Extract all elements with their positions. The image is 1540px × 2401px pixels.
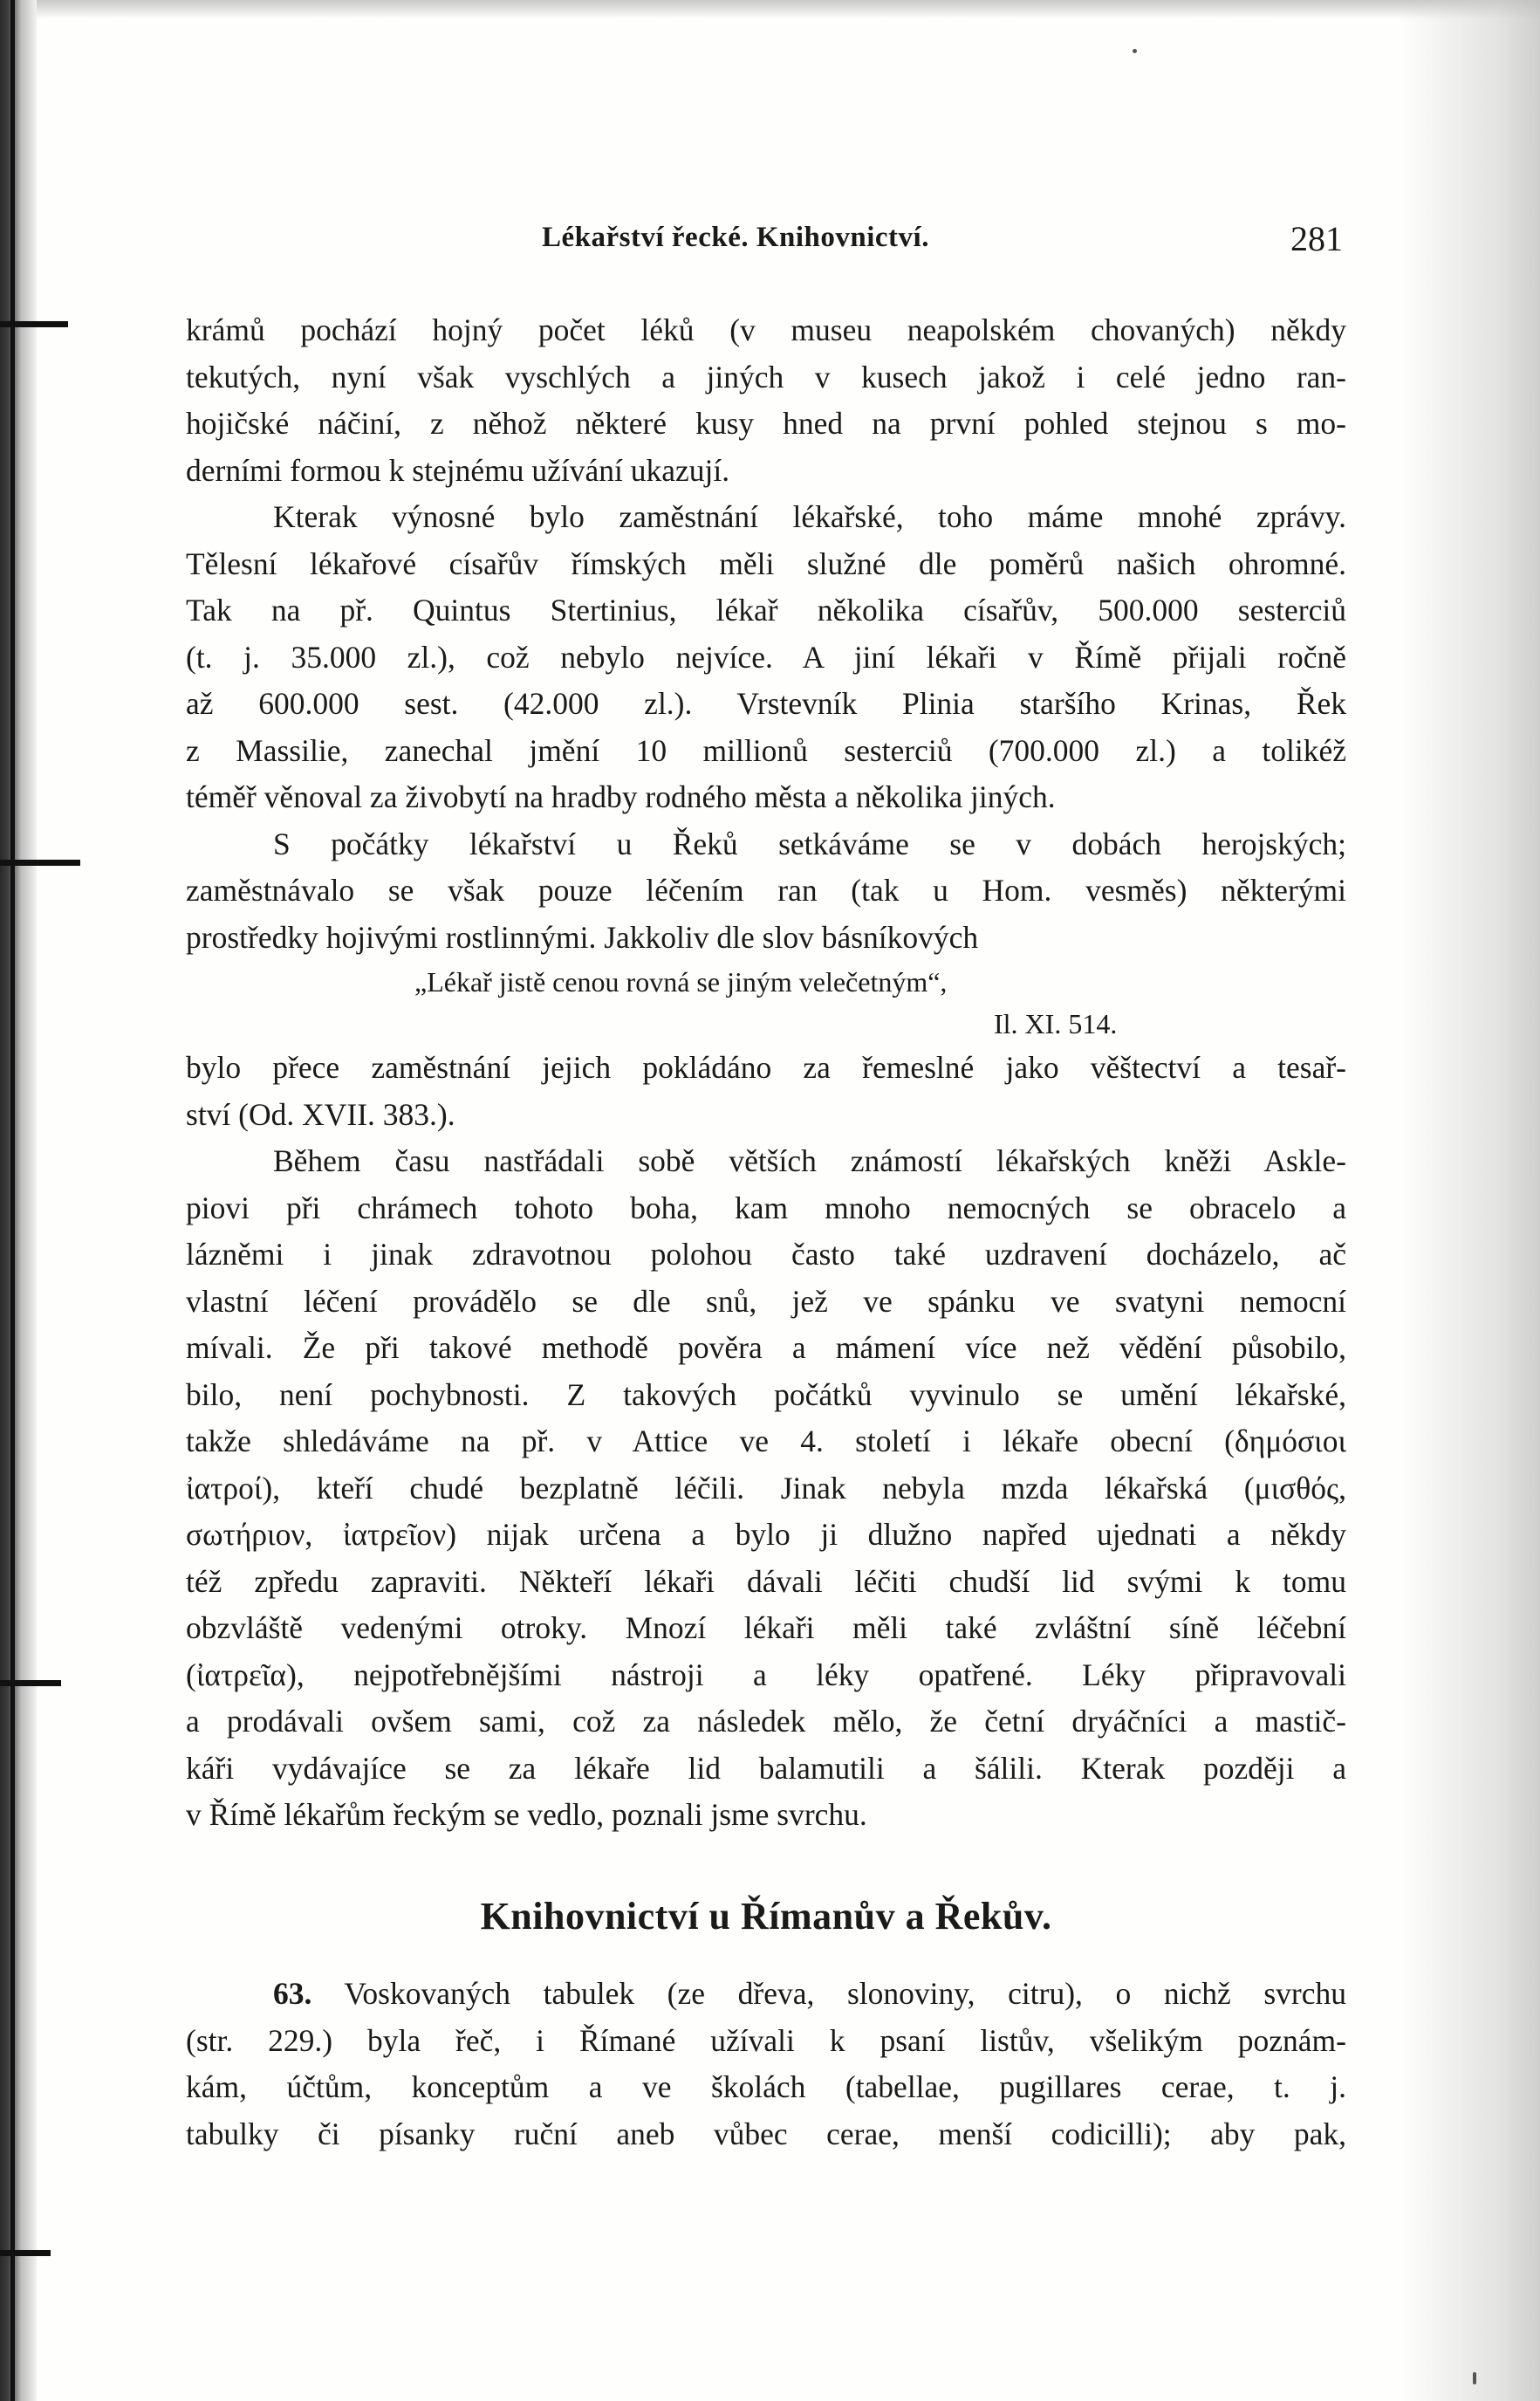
text-line: Tak na př. Quintus Stertinius, lékař několika císařův, 500.000 sesterciů — [186, 593, 1346, 628]
text-line: obzvláště vedenými otroky. Mnozí lékaři měli také zvláštní síně léčební — [186, 1610, 1346, 1645]
binding-notch — [0, 2250, 51, 2256]
text-line: krámů pochází hojný počet léků (v museu neapolském chovaných) někdy — [186, 312, 1346, 347]
scan-shadow-right — [1400, 0, 1540, 2401]
page-number: 281 — [1290, 219, 1343, 258]
running-header — [186, 218, 1346, 262]
text-line: kám, účtům, konceptům a ve školách (tabellae, pugillares cerae, t. j. — [186, 2069, 1346, 2104]
text-line: ἰατροί), kteří chudé bezplatně léčili. Jinak nebyla mzda lékařská (μισθός, — [186, 1470, 1346, 1506]
binding-notch — [0, 321, 68, 327]
body-text — [186, 307, 1346, 1839]
text-line: též zpředu zapraviti. Někteří lékaři dávali léčiti chudší lid svými k tomu — [186, 1563, 1346, 1599]
text-line: a prodávali ovšem sami, což za následek mělo, že četní dryáčníci a mastič- — [186, 1704, 1346, 1739]
text-line: hojičské náčiní, z něhož některé kusy hned na první pohled stejnou s mo- — [186, 406, 1346, 441]
text-line: (ἰατρεῖα), nejpotřebnějšími nástroji a léky opatřené. Léky připravovali — [186, 1657, 1346, 1692]
verse-reference: Il. XI. 514. — [994, 1008, 1118, 1039]
text-line: ství (Od. XVII. 383.). — [186, 1096, 455, 1132]
text-line: piovi při chrámech tohoto boha, kam mnoho nemocných se obracelo a — [186, 1190, 1346, 1225]
section-heading: Knihovnictví u Římanův a Řekův. — [480, 1895, 1052, 1938]
text-line: bilo, není pochybnosti. Z takových počátků vyvinulo se umění lékařské, — [186, 1376, 1346, 1412]
text-line: zaměstnávalo se však pouze léčením ran (tak u Hom. vesměs) některými — [186, 873, 1346, 908]
text-line: takže shledáváme na př. v Attice ve 4. století i lékaře obecní (δημόσιοι — [186, 1423, 1346, 1458]
binding-notch — [0, 860, 80, 866]
text-line: až 600.000 sest. (42.000 zl.). Vrstevník Plinia staršího Krinas, Řek — [186, 686, 1346, 721]
text-line: v Římě lékařům řeckým se vedlo, poznali jsme svrchu. — [186, 1797, 867, 1832]
scan-shadow-top — [0, 0, 1540, 19]
scan-speck — [1473, 2372, 1476, 2384]
text-line: (t. j. 35.000 zl.), což nebylo nejvíce. A jiní lékaři v Římě přijali ročně — [186, 639, 1346, 675]
text-line: tabulky či písanky ruční aneb vůbec cerae, menší codicilli); aby pak, — [186, 2116, 1346, 2151]
section-body — [186, 1971, 1346, 2157]
text-line — [186, 1971, 1346, 2018]
text-line: vlastní léčení provádělo se dle snů, jež ve spánku ve svatyni nemocní — [186, 1283, 1346, 1319]
text-line: Tělesní lékařové císařův římských měli služné dle poměrů našich ohromné. — [186, 545, 1346, 581]
text-line: bylo přece zaměstnání jejich pokládáno za řemeslné jako věštectví a tesař- — [186, 1050, 1346, 1085]
binding-notch — [0, 1680, 61, 1686]
paragraph-number: 63. — [273, 1976, 312, 2011]
text-line: káři vydávajíce se za lékaře lid balamutili a šálili. Kterak později a — [186, 1750, 1346, 1786]
text-line: tekutých, nyní však vyschlých a jiných v kusech jakož i celé jedno ran- — [186, 359, 1346, 394]
verse-quote: „Lékař jistě cenou rovná se jiným velečetným“, — [414, 966, 948, 998]
scan-speck — [1133, 49, 1137, 53]
text-line: z Massilie, zanechal jmění 10 millionů sesterciů (700.000 zl.) a tolikéž — [186, 732, 1346, 768]
section-first-line: Voskovaných tabulek (ze dřeva, slonoviny, citru), o nichž svrchu — [344, 1976, 1346, 2011]
text-line: derními formou k stejnému užívání ukazují. — [186, 452, 730, 488]
running-head-title: Lékařství řecké. Knihovnictví. — [542, 222, 929, 253]
text-line: prostředky hojivými rostlinnými. Jakkoliv dle slov básníkových — [186, 919, 979, 955]
text-line: Během času nastřádali sobě větších známostí lékařských kněži Askle- — [273, 1143, 1346, 1178]
text-line: σωτήριον, ἰατρεῖον) nijak určena a bylo ji dlužno napřed ujednati a někdy — [186, 1517, 1346, 1552]
binding-line — [10, 0, 15, 2401]
binding-edge — [0, 0, 37, 2401]
text-line: Kterak výnosné bylo zaměstnání lékařské, toho máme mnohé zprávy. — [273, 499, 1346, 534]
text-line: lázněmi i jinak zdravotnou polohou často také uzdravení docházelo, ač — [186, 1237, 1346, 1272]
text-line: S počátky lékařství u Řeků setkáváme se v dobách herojských; — [273, 826, 1346, 861]
text-line: mívali. Že při takové methodě pověra a mámení více než vědění působilo, — [186, 1330, 1346, 1365]
text-line: téměř věnoval za živobytí na hradby rodného města a několika jiných. — [186, 779, 1056, 814]
text-line: (str. 229.) byla řeč, i Římané užívali k psaní listův, všelikým poznám- — [186, 2022, 1346, 2058]
